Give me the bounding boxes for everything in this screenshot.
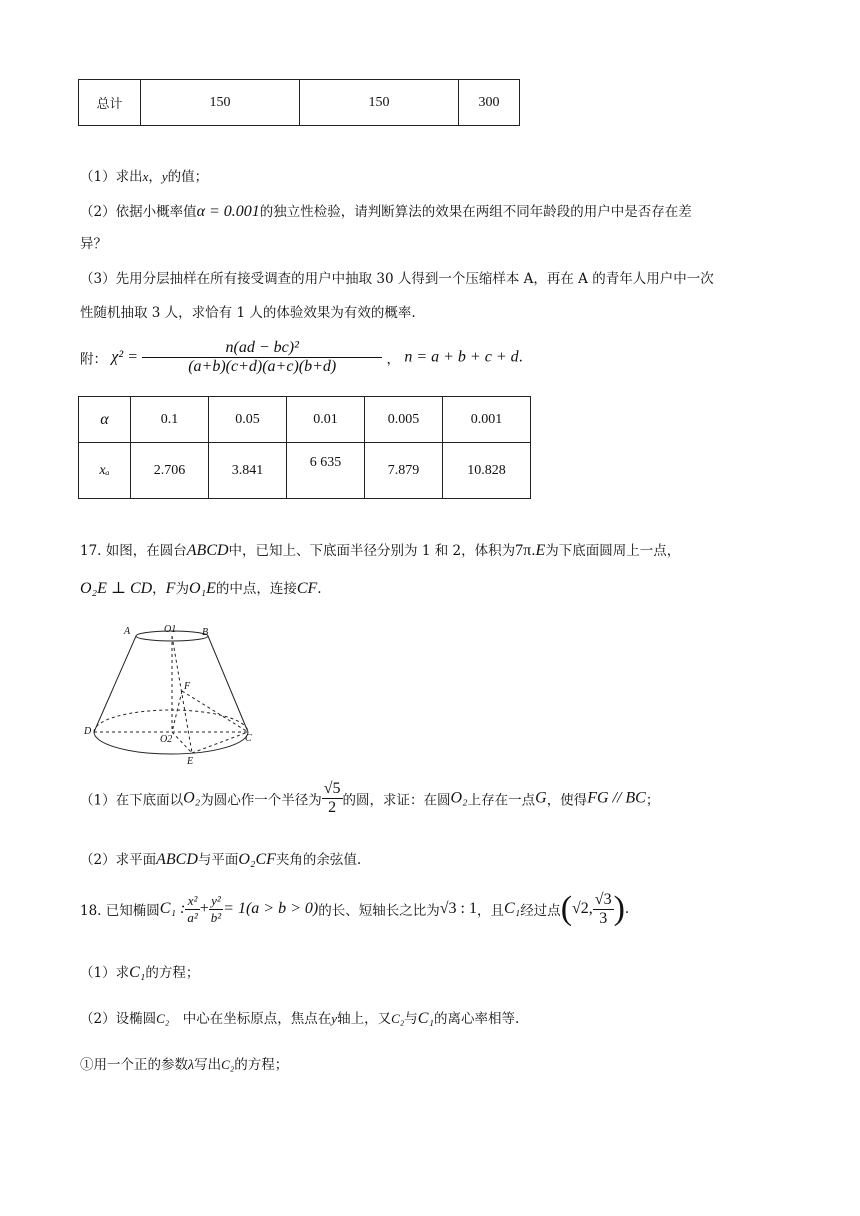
question-18-part-2 xyxy=(80,1008,519,1030)
table-cell: 150 xyxy=(141,80,300,126)
text: ； xyxy=(645,792,660,809)
text: （1）求出 xyxy=(80,169,143,185)
text: . xyxy=(624,901,630,917)
segment-fo2 xyxy=(172,691,182,732)
text: 的圆，求证：在圆 xyxy=(342,792,451,809)
table-row xyxy=(79,80,520,126)
var-o2: O₂ xyxy=(183,789,201,807)
text: 中，已知上、下底面半径分别为 1 和 2，体积为 xyxy=(228,543,516,559)
label-d: D xyxy=(84,726,92,737)
text: . xyxy=(531,543,536,559)
text: . xyxy=(317,581,322,597)
text: （2）依据小概率值 xyxy=(80,204,197,220)
table-cell: 0.1 xyxy=(131,397,209,443)
text: ， xyxy=(386,351,401,368)
var-y: y xyxy=(161,169,168,184)
var-lambda: λ xyxy=(188,1058,195,1073)
var-c2: C₂ xyxy=(156,1011,170,1026)
fraction-denominator: a² xyxy=(187,909,198,925)
formula-label: 附： xyxy=(80,351,107,368)
ellipse-condition: = 1(a > b > 0) xyxy=(223,900,319,917)
label-a: A xyxy=(124,626,131,637)
text: 与 xyxy=(404,1011,418,1027)
fraction-denominator: 2 xyxy=(328,799,337,816)
label-e: E xyxy=(187,756,194,767)
var-c2: C₂ xyxy=(221,1057,235,1072)
plus-sign: + xyxy=(199,900,209,917)
segment-o2e xyxy=(172,732,192,753)
fraction-denominator: 3 xyxy=(599,909,608,927)
label-b: B xyxy=(202,627,209,638)
paren-close: ) xyxy=(613,890,625,927)
question-16-part-2 xyxy=(80,201,692,223)
point-x: √2, xyxy=(572,900,593,917)
text: ， xyxy=(148,169,162,185)
text: 轴上，又 xyxy=(337,1011,392,1027)
text: （2）求平面 xyxy=(80,852,157,868)
var-plane: O₂CF xyxy=(238,851,276,868)
label-f: F xyxy=(184,681,191,692)
text: 异？ xyxy=(80,236,107,252)
question-18-line-1 xyxy=(80,890,629,928)
table-cell: 0.005 xyxy=(365,397,443,443)
text: 的独立性检验，请判断算法的效果在两组不同年龄段的用户中是否存在差 xyxy=(259,204,692,220)
table-row xyxy=(79,397,531,443)
segment-fc xyxy=(182,691,248,732)
table-cell: 总计 xyxy=(79,80,141,126)
var-e: E xyxy=(535,542,546,559)
text: 夹角的余弦值. xyxy=(275,852,362,868)
var-cf: CF xyxy=(296,580,318,597)
formula-fraction xyxy=(142,339,382,376)
table-cell: 150 xyxy=(300,80,459,126)
question-18-part-2-sub-1 xyxy=(80,1054,288,1077)
text: （2）设椭圆 xyxy=(80,1011,157,1027)
var-x: x xyxy=(142,169,149,184)
formula-lhs: χ² = xyxy=(111,348,138,366)
x-fraction xyxy=(185,893,199,926)
table-cell: 7.879 xyxy=(365,443,443,499)
text: （3）先用分层抽样在所有接受调查的用户中抽取 30 人得到一个压缩样本 A，再在 A 的青年人用户中一次 xyxy=(80,271,714,287)
table-cell: 6 635 xyxy=(287,443,365,499)
text: 上存在一点 xyxy=(467,792,536,809)
var-o2: O₂ xyxy=(450,789,468,807)
radius-fraction xyxy=(322,780,343,817)
text: ，使得 xyxy=(546,792,588,809)
text: 的中点，连接 xyxy=(215,581,297,597)
question-17-line-2 xyxy=(80,578,322,600)
var-c1: C₁ xyxy=(129,964,146,981)
table-cell: 0.05 xyxy=(209,397,287,443)
text: 为圆心作一个半径为 xyxy=(200,792,322,809)
table-cell: 300 xyxy=(459,80,520,126)
text: ①用一个正的参数 xyxy=(80,1057,188,1073)
side-ad xyxy=(94,636,136,732)
var-c1: C₁ xyxy=(503,900,521,917)
label-o1: O1 xyxy=(164,624,177,635)
text: 的离心率相等. xyxy=(434,1011,520,1027)
label-c: C xyxy=(245,733,252,744)
text: 为 xyxy=(175,581,189,597)
label-o2: O2 xyxy=(160,734,173,745)
text: 性随机抽取 3 人，求恰有 1 人的体验效果为有效的概率. xyxy=(80,305,416,321)
var-g: G xyxy=(535,789,547,807)
text: ，且 xyxy=(476,903,504,919)
text: . xyxy=(518,349,523,366)
table-cell: 0.01 xyxy=(287,397,365,443)
perpendicular-relation: O₂E ⊥ CD xyxy=(80,580,153,597)
table-cell: 0.001 xyxy=(443,397,531,443)
table-cell: 3.841 xyxy=(209,443,287,499)
table-head-cell: α xyxy=(79,397,131,443)
text: 与平面 xyxy=(197,852,239,868)
table-head-cell: xₐ xyxy=(79,443,131,499)
question-17-part-1 xyxy=(80,780,659,817)
var-y: y xyxy=(331,1011,338,1026)
question-16-part-1 xyxy=(80,166,208,188)
formula-n: n = a + b + c + d xyxy=(404,348,519,366)
paren-open: ( xyxy=(560,890,573,927)
text: 的值； xyxy=(167,169,209,185)
var-o1e: O₁E xyxy=(188,580,216,597)
segment-o1e xyxy=(172,636,192,753)
fraction-numerator: x² xyxy=(185,893,199,910)
frustum-figure xyxy=(82,620,262,770)
question-16-part-2-cont xyxy=(80,233,107,255)
parallel-relation: FG // BC xyxy=(587,789,646,807)
var-c1: C₁ : xyxy=(159,900,186,917)
summary-table xyxy=(78,79,520,126)
question-18-part-1 xyxy=(80,962,199,984)
text: 经过点 xyxy=(520,903,561,919)
formula-denominator: (a+b)(c+d)(a+c)(b+d) xyxy=(188,358,337,375)
var-abcd: ABCD xyxy=(186,542,229,559)
fraction-numerator: y² xyxy=(209,893,223,910)
table-cell: 2.706 xyxy=(131,443,209,499)
axis-ratio: √3 : 1 xyxy=(439,900,477,917)
text: 中心在坐标原点，焦点在 xyxy=(169,1011,332,1027)
y-fraction xyxy=(209,893,223,926)
text: 18. 已知椭圆 xyxy=(80,903,160,919)
formula-numerator: n(ad − bc)² xyxy=(142,339,382,358)
question-16-part-3 xyxy=(80,268,714,290)
var-abcd: ABCD xyxy=(156,851,198,868)
point-y-fraction xyxy=(593,891,614,928)
table-cell: 10.828 xyxy=(443,443,531,499)
var-f: F xyxy=(165,580,176,597)
var-c2: C₂ xyxy=(391,1011,405,1026)
text: （1）在下底面以 xyxy=(80,792,184,809)
text: （1）求 xyxy=(80,965,130,981)
text: 的长、短轴长之比为 xyxy=(318,903,440,919)
text: 的方程； xyxy=(234,1057,289,1073)
alpha-value: α = 0.001 xyxy=(196,203,260,220)
critical-value-table xyxy=(78,396,531,499)
bottom-circle-back xyxy=(94,710,248,732)
volume-value: 7π xyxy=(515,542,532,559)
fraction-denominator: b² xyxy=(210,909,222,925)
text: 写出 xyxy=(194,1057,222,1073)
var-c1: C₁ xyxy=(417,1010,435,1027)
fraction-numerator: √5 xyxy=(323,780,341,797)
side-bc xyxy=(208,636,248,732)
question-17-part-2 xyxy=(80,849,361,871)
text: 17. 如图，在圆台 xyxy=(80,543,187,559)
chi-square-formula xyxy=(80,339,523,376)
text: 为下底面圆周上一点， xyxy=(545,543,681,559)
table-row xyxy=(79,443,531,499)
text: ， xyxy=(152,581,166,597)
text: 的方程； xyxy=(145,965,200,981)
question-17-line-1 xyxy=(80,540,680,562)
fraction-numerator: √3 xyxy=(594,890,612,908)
question-16-part-3-cont xyxy=(80,302,416,324)
